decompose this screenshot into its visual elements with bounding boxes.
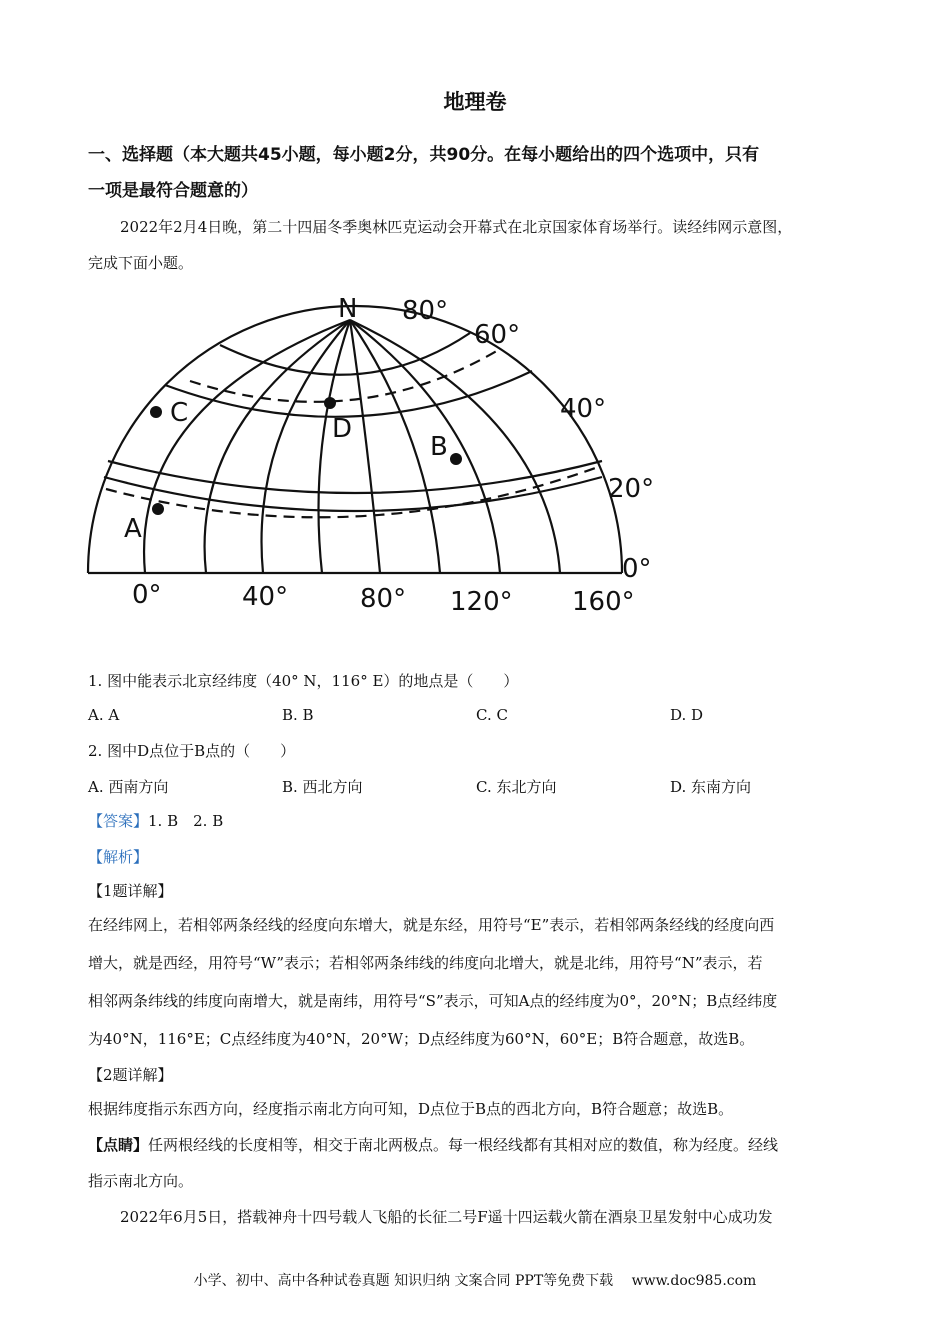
detail-1-line2: 增大，就是西经，用符号“W”表示；若相邻两条纬线的纬度向北增大，就是北纬，用符号“N”表示，若 (88, 954, 763, 972)
page-footer: 小学、初中、高中各种试卷真题 知识归纳 文案合同 PPT等免费下载 www.doc985.com (193, 1273, 757, 1289)
north-label: N (338, 294, 358, 324)
q1-option-a: A. A (88, 706, 120, 724)
point-b-label: B (430, 432, 448, 462)
answer-text: 1. B 2. B (148, 812, 224, 830)
point-d-label: D (332, 414, 353, 444)
q1-option-d: D. D (670, 706, 704, 724)
point-b-marker (450, 453, 462, 465)
lat-label-60: 60° (474, 320, 521, 350)
detail-2-tag: 【2题详解】 (88, 1066, 173, 1084)
section-heading-line2: 一项是最符合题意的） (88, 181, 258, 201)
lat-label-0: 0° (622, 554, 652, 584)
lat-label-20: 20° (608, 474, 655, 504)
question-1-stem: 1. 图中能表示北京经纬度（40° N，116° E）的地点是（ ） (88, 672, 519, 690)
section-heading-line1: 一、选择题（本大题共45小题，每小题2分，共90分。在每小题给出的四个选项中，只有 (88, 145, 760, 165)
graticule-figure (70, 285, 690, 630)
detail-1-tag: 【1题详解】 (88, 882, 173, 900)
q2-option-a: A. 西南方向 (88, 778, 169, 796)
next-paragraph: 2022年6月5日，搭载神舟十四号载人飞船的长征二号F遥十四运载火箭在酒泉卫星发射中心成功发 (120, 1208, 773, 1226)
answer-line (88, 810, 223, 831)
intro-line2: 完成下面小题。 (88, 254, 194, 272)
intro-line1: 2022年2月4日晚，第二十四届冬季奥林匹克运动会开幕式在北京国家体育场举行。读经纬网示意图， (120, 218, 793, 236)
lon-label-160: 160° (572, 587, 635, 617)
note-line2: 指示南北方向。 (88, 1172, 194, 1190)
point-a-marker (152, 503, 164, 515)
q1-option-b: B. B (282, 706, 314, 724)
lat-label-80: 80° (402, 296, 449, 326)
note-line1 (88, 1134, 778, 1155)
analysis-tag: 【解析】 (88, 848, 149, 866)
q1-option-c: C. C (476, 706, 508, 724)
lat-label-40: 40° (560, 394, 607, 424)
lon-label-80: 80° (360, 584, 407, 614)
meridian-80 (350, 320, 380, 573)
note-tag: 【点睛】 (88, 1136, 149, 1154)
point-d-marker (324, 397, 336, 409)
point-c-marker (150, 406, 162, 418)
parallel-40 (108, 461, 602, 493)
meridian-140 (350, 320, 560, 573)
meridian-60 (319, 320, 351, 573)
q2-option-c: C. 东北方向 (476, 778, 557, 796)
detail-1-line3: 相邻两条纬线的纬度向南增大，就是南纬，用符号“S”表示，可知A点的经纬度为0°，20°N；B点经纬度 (88, 992, 778, 1010)
detail-1-line1: 在经纬网上，若相邻两条经线的经度向东增大，就是东经，用符号“E”表示，若相邻两条经线的经度向西 (88, 916, 775, 934)
question-2-stem: 2. 图中D点位于B点的（ ） (88, 742, 296, 760)
q2-option-d: D. 东南方向 (670, 778, 752, 796)
detail-2-line: 根据纬度指示东西方向，经度指示南北方向可知，D点位于B点的西北方向，B符合题意；故选B。 (88, 1100, 734, 1118)
point-a-label: A (124, 514, 142, 544)
page-title: 地理卷 (443, 90, 507, 114)
outer-circle (88, 306, 622, 573)
meridian-40 (262, 320, 353, 573)
detail-1-line4: 为40°N，116°E；C点经纬度为40°N，20°W；D点经纬度为60°N，60°E；B符合题意，故选B。 (88, 1030, 755, 1048)
lon-label-120: 120° (450, 587, 513, 617)
answer-tag: 【答案】 (88, 812, 149, 830)
q2-option-b: B. 西北方向 (282, 778, 363, 796)
lon-label-0: 0° (132, 580, 162, 610)
note-text: 任两根经线的长度相等，相交于南北两极点。每一根经线都有其相对应的数值，称为经度。经线 (148, 1136, 779, 1154)
lon-label-40: 40° (242, 582, 289, 612)
point-c-label: C (170, 398, 189, 428)
